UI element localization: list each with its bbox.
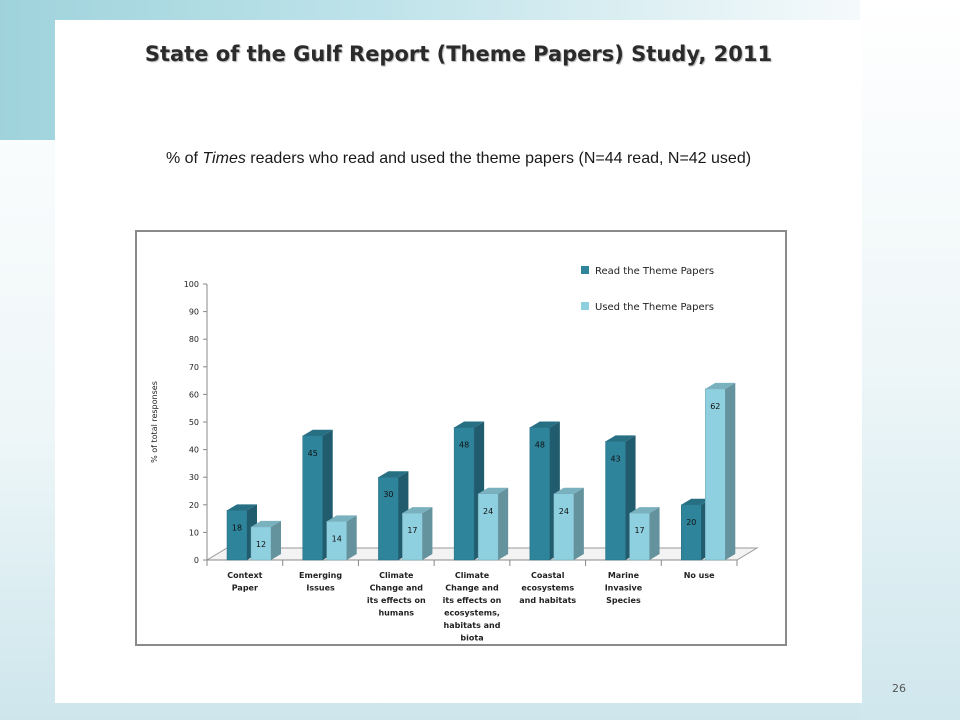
bar-side: [574, 488, 584, 560]
x-tick-label: Marine: [607, 571, 640, 580]
bar-side: [271, 521, 281, 560]
x-tick-label: Species: [606, 596, 641, 605]
bar-used: [630, 513, 650, 560]
subtitle-suffix: readers who read and used the theme papers (N=44 read, N=42 used): [245, 150, 752, 167]
data-label: 48: [459, 440, 470, 450]
x-tick-label: ecosystems: [521, 583, 575, 593]
bar-side: [498, 488, 508, 560]
x-tick-label: ecosystems,: [444, 608, 500, 618]
bar-used: [705, 389, 725, 560]
x-tick-label: humans: [378, 608, 415, 618]
data-label: 17: [634, 526, 645, 536]
bar-read: [681, 505, 701, 560]
data-label: 62: [710, 401, 721, 411]
data-label: 14: [331, 534, 342, 544]
legend-swatch: [581, 266, 589, 274]
background-side: [860, 0, 960, 720]
legend-label: Used the Theme Papers: [595, 302, 714, 313]
slide-title: State of the Gulf Report (Theme Papers) Study, 2011: [144, 42, 773, 66]
x-tick-label: Issues: [306, 583, 335, 593]
x-tick-label: habitats and: [443, 621, 501, 630]
y-tick-label: 40: [188, 445, 199, 455]
x-tick-label: No use: [683, 571, 715, 580]
data-label: 48: [534, 440, 545, 450]
x-tick-label: its effects on: [366, 596, 426, 605]
y-tick-label: 30: [188, 473, 199, 483]
data-label: 17: [407, 526, 418, 536]
data-label: 45: [307, 448, 318, 458]
y-axis-label: % of total responses: [150, 381, 159, 463]
x-tick-label: Paper: [231, 583, 258, 593]
x-tick-label: Climate: [454, 571, 490, 580]
chart-subtitle: [55, 150, 862, 168]
data-label: 12: [255, 539, 267, 549]
y-tick-label: 70: [188, 362, 199, 372]
data-label: 24: [558, 506, 569, 516]
bar-used: [478, 494, 498, 560]
legend-label: Read the Theme Papers: [595, 266, 715, 277]
y-tick-label: 20: [188, 500, 199, 510]
bar-read: [227, 510, 247, 560]
y-tick-label: 50: [188, 418, 199, 427]
x-tick-label: biota: [460, 633, 484, 643]
bar-side: [725, 383, 735, 560]
chart-frame: [135, 230, 787, 646]
bar-used: [402, 513, 422, 560]
page-number: 26: [892, 682, 906, 695]
x-tick-label: its effects on: [442, 596, 502, 605]
x-tick-label: Invasive: [604, 583, 643, 593]
y-tick-label: 100: [183, 280, 199, 289]
x-tick-label: Emerging: [299, 571, 343, 580]
subtitle-emphasis: Times: [202, 150, 246, 167]
x-tick-label: Change and: [445, 583, 499, 593]
data-label: 43: [610, 454, 621, 464]
x-tick-label: Change and: [369, 583, 423, 593]
bar-chart: [137, 232, 785, 644]
y-tick-label: 10: [188, 528, 199, 538]
y-tick-label: 60: [188, 390, 199, 400]
y-tick-label: 0: [193, 556, 199, 565]
subtitle-prefix: % of: [165, 150, 203, 167]
bar-used: [554, 494, 574, 560]
data-label: 30: [383, 490, 394, 500]
x-tick-label: Context: [227, 571, 263, 580]
x-tick-label: Climate: [379, 571, 414, 580]
bar-side: [347, 515, 357, 560]
y-tick-label: 80: [188, 335, 199, 345]
data-label: 24: [483, 506, 494, 516]
bar-side: [650, 507, 660, 560]
data-label: 20: [686, 517, 697, 527]
data-label: 18: [231, 523, 243, 533]
y-tick-label: 90: [188, 307, 199, 317]
legend-swatch: [581, 302, 589, 310]
x-tick-label: and habitats: [519, 596, 577, 605]
slide-panel: [55, 20, 862, 703]
x-tick-label: Coastal: [530, 571, 565, 580]
bar-side: [422, 507, 432, 560]
